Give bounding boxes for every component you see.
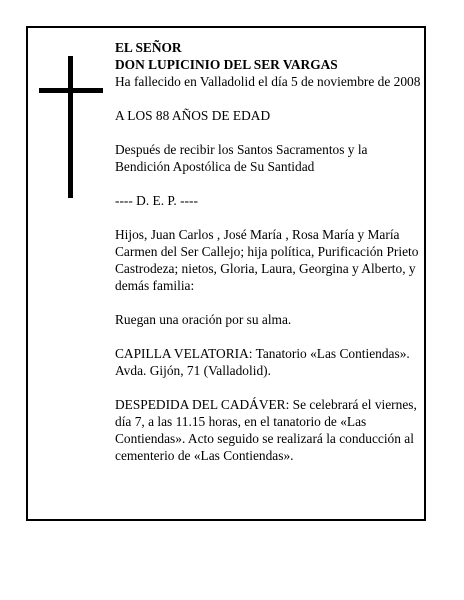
- chapel-line: CAPILLA VELATORIA: Tanatorio «Las Contiendas». Avda. Gijón, 71 (Valladolid).: [115, 346, 410, 378]
- notice-content: [115, 39, 423, 481]
- title-line-1: EL SEÑOR: [115, 40, 182, 55]
- death-info: Ha fallecido en Valladolid el día 5 de noviembre de 2008: [115, 74, 421, 89]
- cross-horizontal-bar: [39, 88, 103, 93]
- farewell-line: DESPEDIDA DEL CADÁVER: Se celebrará el viernes, día 7, a las 11.15 horas, en el tanatorio de «Las Contiendas». Acto seguido se realizará la conducción al cementerio de «Las Contiendas».: [115, 397, 417, 463]
- prayer-line: Ruegan una oración por su alma.: [115, 312, 292, 327]
- rip-line: ---- D. E. P. ----: [115, 193, 198, 208]
- age-line: A LOS 88 AÑOS DE EDAD: [115, 108, 271, 123]
- cross-vertical-bar: [68, 56, 73, 198]
- obituary-notice: [26, 26, 426, 521]
- family-line: Hijos, Juan Carlos , José María , Rosa María y María Carmen del Ser Callejo; hija política, Purificación Prieto Castrodeza; nietos, Gloria, Laura, Georgina y Alberto, y demás familia:: [115, 227, 419, 293]
- sacraments-line: Después de recibir los Santos Sacramentos y la Bendición Apostólica de Su Santidad: [115, 142, 368, 174]
- deceased-name: DON LUPICINIO DEL SER VARGAS: [115, 57, 338, 72]
